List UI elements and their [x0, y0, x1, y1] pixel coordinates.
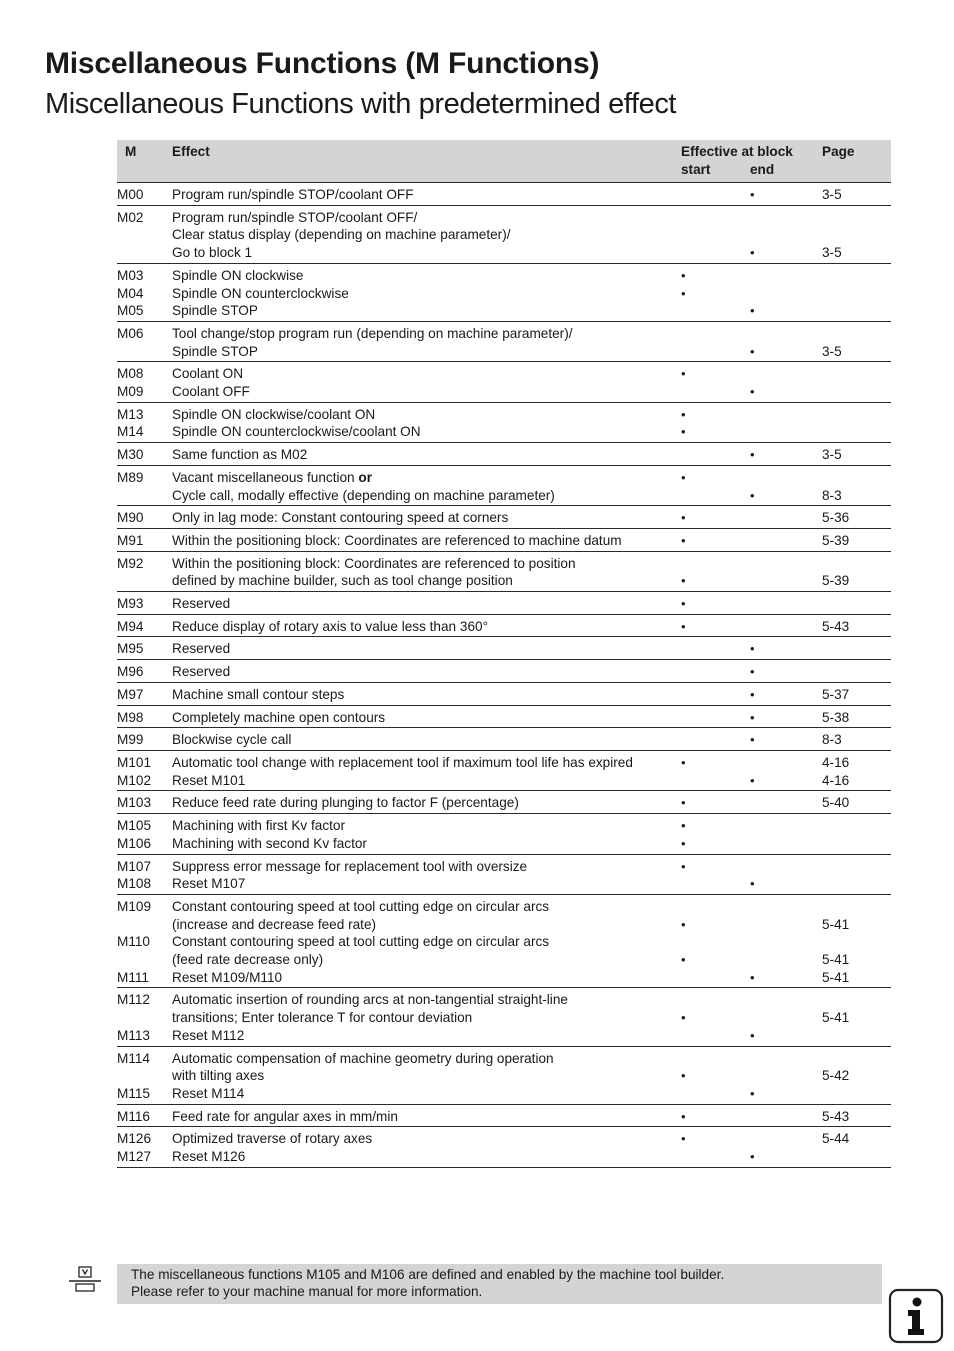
cell-end: •: [750, 772, 755, 788]
table-body: [117, 183, 891, 1168]
cell-start: [681, 686, 750, 704]
header-page: Page: [822, 144, 855, 159]
table-row: [117, 322, 891, 362]
cell-start: •: [681, 795, 686, 811]
cell-effect: Machining with first Kv factor Machining with second Kv factor: [172, 818, 367, 851]
cell-effect: Reserved: [172, 596, 231, 612]
cell-start: •: [681, 754, 686, 770]
header-end: end: [750, 162, 775, 177]
table-row: [117, 403, 891, 443]
cell-start: • •: [681, 916, 686, 968]
table-row: [117, 506, 891, 529]
cell-start: •: [681, 618, 686, 634]
cell-effect: Program run/spindle STOP/coolant OFF/ Clear status display (depending on machine parameter)/ Go to block 1: [172, 209, 511, 261]
cell-m: M96: [117, 664, 144, 680]
cell-effect: Vacant miscellaneous function or Cycle call, modally effective (depending on machine parameter): [172, 469, 555, 503]
cell-page: [822, 663, 891, 681]
cell-page: [822, 595, 891, 613]
cell-end: •: [750, 303, 755, 319]
cell-start: • •: [681, 267, 686, 301]
cell-page: [822, 267, 891, 320]
cell-start: •: [681, 1068, 686, 1084]
cell-m: M90: [117, 510, 144, 526]
cell-start: •: [681, 1010, 686, 1026]
header-effective-at-block: Effective at block: [681, 144, 793, 159]
cell-m: M116: [117, 1108, 150, 1124]
cell-m: M91: [117, 532, 144, 548]
cell-end: [750, 1108, 822, 1126]
cell-page: 5-38: [822, 709, 850, 725]
cell-end: •: [750, 245, 755, 261]
cell-start: [681, 640, 750, 658]
table-row: [117, 751, 891, 791]
cell-page: 8-3: [822, 487, 842, 503]
cell-m: M103: [117, 795, 152, 811]
cell-effect: Same function as M02: [172, 447, 308, 463]
cell-m: M94: [117, 618, 144, 634]
table-row: [117, 855, 891, 895]
cell-page: 4-16 4-16: [822, 754, 850, 788]
cell-start: [681, 209, 750, 262]
cell-effect: Suppress error message for replacement tool with oversize Reset M107: [172, 858, 528, 892]
cell-m: M107 M108: [117, 858, 152, 892]
cell-m: M112 M113: [117, 992, 150, 1043]
page-subtitle: Miscellaneous Functions with predetermined effect: [45, 88, 677, 120]
cell-page: 5-43: [822, 618, 850, 634]
cell-start: •: [681, 366, 686, 382]
cell-m: M00: [117, 187, 144, 202]
cell-start: [681, 446, 750, 464]
cell-page: 5-42: [822, 1068, 850, 1084]
cell-start: •: [681, 510, 686, 526]
cell-end: [750, 555, 822, 590]
table-row: [117, 615, 891, 638]
cell-start: •: [681, 532, 686, 548]
cell-start: •: [681, 858, 686, 874]
cell-end: •: [750, 187, 755, 202]
table-row: [117, 592, 891, 615]
cell-effect: Automatic insertion of rounding arcs at non-tangential straight-line transitions; Enter tolerance T for contour deviation Reset M112: [172, 992, 568, 1043]
cell-effect: Reserved: [172, 664, 231, 680]
cell-effect: Only in lag mode: Constant contouring speed at corners: [172, 510, 509, 526]
cell-page: 5-40: [822, 795, 850, 811]
cell-end: •: [750, 384, 755, 400]
table-row: [117, 637, 891, 660]
cell-effect: Feed rate for angular axes in mm/min: [172, 1108, 398, 1124]
cell-end: [750, 406, 822, 441]
cell-start: •: [681, 596, 686, 612]
cell-m: M97: [117, 686, 144, 702]
info-icon: [888, 1288, 944, 1344]
cell-effect: Within the positioning block: Coordinates are referenced to position defined by machine builder, such as tool change position: [172, 555, 576, 589]
cell-effect: Automatic compensation of machine geometry during operation with tilting axes Reset M114: [172, 1050, 554, 1101]
cell-effect: Machine small contour steps: [172, 686, 345, 702]
cell-end: •: [750, 447, 755, 463]
table-row: [117, 206, 891, 264]
cell-end: [750, 794, 822, 812]
cell-start: [681, 709, 750, 727]
page-title: Miscellaneous Functions (M Functions): [45, 47, 600, 80]
cell-m: M93: [117, 596, 144, 612]
cell-start: [681, 325, 750, 360]
cell-m: M30: [117, 447, 144, 463]
cell-page: 3-5: [822, 343, 842, 359]
cell-end: [750, 595, 822, 613]
cell-effect: Reduce display of rotary axis to value less than 360°: [172, 618, 489, 634]
table-row: [117, 1047, 891, 1105]
table-row: [117, 895, 891, 989]
header-start: start: [681, 162, 711, 177]
cell-page: 5-36: [822, 510, 850, 526]
cell-end: •: [750, 641, 755, 657]
cell-m: M126 M127: [117, 1131, 152, 1165]
table-row: [117, 728, 891, 751]
cell-page: 5-41 5-41 5-41: [822, 916, 850, 985]
cell-effect: Blockwise cycle call: [172, 732, 292, 748]
cell-page: [822, 858, 891, 893]
cell-end: •: [750, 664, 755, 680]
cell-m: M92: [117, 555, 144, 571]
cell-end: •: [750, 1085, 755, 1101]
m-functions-table: [117, 140, 891, 1168]
table-row: [117, 988, 891, 1046]
table-row: [117, 1127, 891, 1167]
table-row: [117, 443, 891, 466]
cell-start: [681, 731, 750, 749]
table-row: [117, 264, 891, 322]
cell-m: M105 M106: [117, 818, 152, 851]
note-line-2: Please refer to your machine manual for more information.: [131, 1283, 483, 1299]
cell-page: [822, 640, 891, 658]
cell-page: 8-3: [822, 732, 842, 748]
cell-m: M114 M115: [117, 1050, 150, 1101]
table-row: [117, 660, 891, 683]
cell-m: M08 M09: [117, 366, 144, 400]
cell-effect: Within the positioning block: Coordinates are referenced to machine datum: [172, 532, 622, 548]
cell-effect: Reduce feed rate during plunging to factor F (percentage): [172, 795, 519, 811]
cell-effect: Reserved: [172, 641, 231, 657]
cell-m: M02: [117, 209, 144, 225]
table-row: [117, 529, 891, 552]
cell-effect: Spindle ON clockwise/coolant ON Spindle ON counterclockwise/coolant ON: [172, 406, 421, 440]
cell-effect: Program run/spindle STOP/coolant OFF: [172, 187, 414, 202]
cell-m: M95: [117, 641, 144, 657]
note-box: [117, 1264, 882, 1304]
cell-effect: Tool change/stop program run (depending on machine parameter)/ Spindle STOP: [172, 325, 573, 359]
cell-m: M89: [117, 469, 144, 485]
cell-effect: Completely machine open contours: [172, 709, 386, 725]
table-row: [117, 466, 891, 506]
cell-m: M98: [117, 709, 144, 725]
note-line-1: The miscellaneous functions M105 and M106 are defined and enabled by the machine tool builder.: [131, 1267, 725, 1282]
cell-end: •: [750, 876, 755, 892]
cell-start: •: [681, 1131, 686, 1147]
table-header: [117, 140, 891, 183]
cell-start: • •: [681, 406, 686, 440]
cell-end: [750, 509, 822, 527]
cell-effect: Spindle ON clockwise Spindle ON counterclockwise Spindle STOP: [172, 267, 349, 319]
cell-effect: Constant contouring speed at tool cutting edge on circular arcs (increase and decrease feed rate) Constant contouring speed at tool cutting edge on circular arcs (feed rate decrease only) Reset M109/M110: [172, 898, 550, 985]
table-row: [117, 683, 891, 706]
cell-end: •: [750, 487, 755, 503]
cell-page: 5-41: [822, 1010, 850, 1026]
cell-end: •: [750, 969, 755, 985]
cell-m: M13 M14: [117, 406, 144, 440]
table-row: [117, 791, 891, 814]
cell-page: [822, 365, 891, 400]
cell-page: [822, 817, 891, 852]
cell-end: •: [750, 343, 755, 359]
cell-m: M101 M102: [117, 754, 152, 788]
machine-tool-note-icon: [68, 1266, 102, 1294]
table-row: [117, 1105, 891, 1128]
table-row: [117, 706, 891, 729]
cell-page: 3-5: [822, 187, 842, 202]
cell-m: M03 M04 M05: [117, 267, 144, 319]
cell-start: •: [681, 573, 686, 589]
cell-start: [681, 663, 750, 681]
header-m: M: [125, 144, 137, 159]
cell-effect: Optimized traverse of rotary axes Reset M126: [172, 1131, 373, 1165]
table-row: [117, 362, 891, 402]
table-row: [117, 814, 891, 854]
cell-end: •: [750, 1149, 755, 1165]
cell-page: 5-39: [822, 573, 850, 589]
header-effect: Effect: [172, 144, 210, 159]
cell-m: M109 M110 M111: [117, 898, 152, 985]
cell-page: 5-39: [822, 532, 850, 548]
cell-end: •: [750, 732, 755, 748]
cell-m: M99: [117, 732, 144, 748]
cell-effect: Coolant ON Coolant OFF: [172, 366, 250, 400]
cell-page: [822, 406, 891, 441]
cell-page: 3-5: [822, 447, 842, 463]
cell-start: [681, 186, 750, 204]
cell-start: • •: [681, 818, 686, 851]
cell-end: [750, 817, 822, 852]
cell-page: 5-37: [822, 686, 850, 702]
cell-m: M06: [117, 325, 144, 341]
cell-start: •: [681, 469, 686, 485]
cell-effect: Automatic tool change with replacement tool if maximum tool life has expired Reset M101: [172, 754, 633, 788]
cell-end: •: [750, 686, 755, 702]
table-row: [117, 552, 891, 592]
cell-end: •: [750, 1027, 755, 1043]
cell-page: 3-5: [822, 245, 842, 261]
cell-end: [750, 618, 822, 636]
table-row: [117, 183, 891, 206]
cell-page: 5-44: [822, 1131, 850, 1147]
cell-end: [750, 532, 822, 550]
cell-start: •: [681, 1108, 686, 1124]
cell-page: 5-43: [822, 1108, 850, 1124]
cell-end: •: [750, 709, 755, 725]
